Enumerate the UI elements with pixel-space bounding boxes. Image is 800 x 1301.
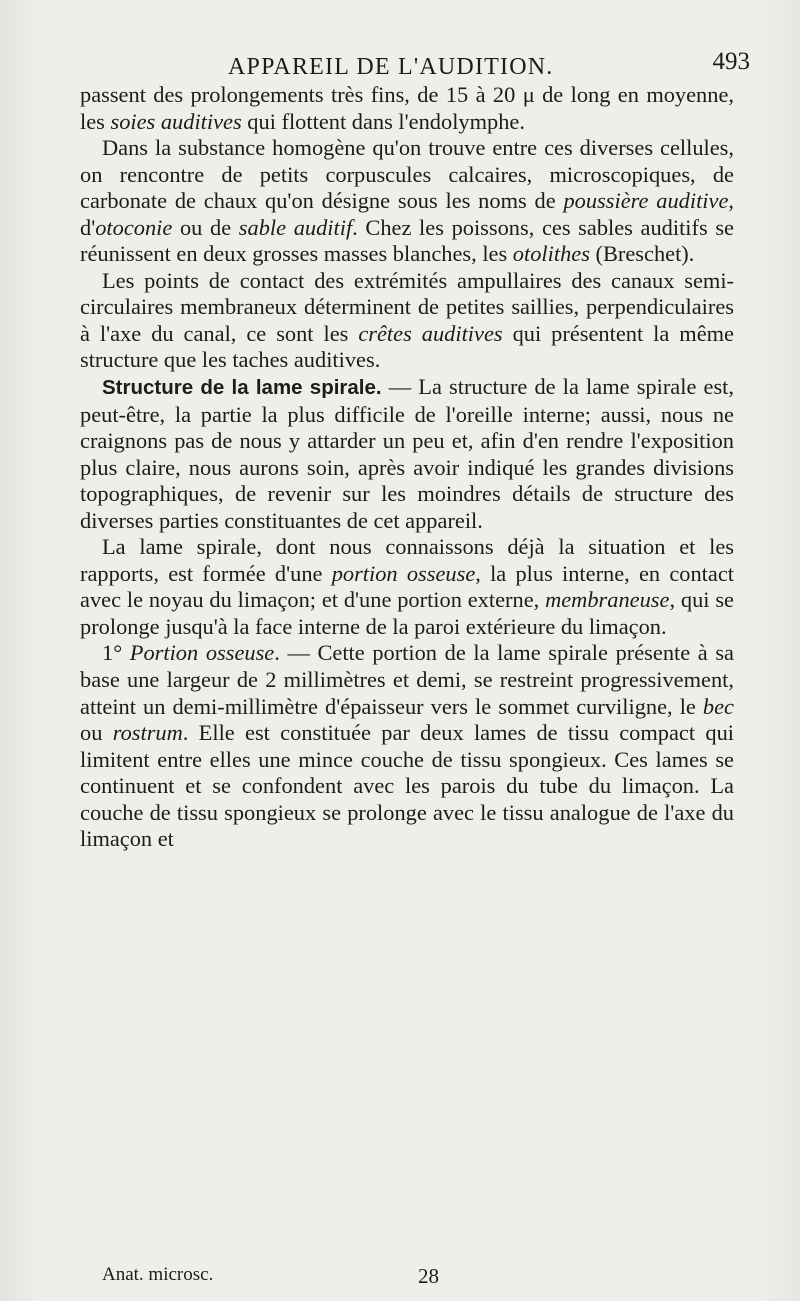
paragraph (80, 534, 734, 640)
text-run: , la plus interne, en contact avec le noyau du limaçon; et d'une portion externe, (80, 560, 734, 613)
italic-term: portion osseuse (331, 560, 476, 586)
italic-term: rostrum (112, 720, 183, 746)
italic-term: otoconie (95, 214, 173, 240)
signature-mark: 28 (418, 1264, 439, 1288)
running-head: APPAREIL DE L'AUDITION. (228, 54, 554, 80)
text-run: Dans la substance homogène qu'on trouve entre ces diverses cellules, on rencontre de petits corpuscules calcaires, microscopiques, de carbonate de chaux qu'on désigne sous les noms de (80, 135, 734, 214)
text-run: La lame spirale, dont nous connaissons déjà la situation et les rapports, est formée d'une (80, 534, 734, 586)
paragraph (80, 82, 734, 135)
paragraph (80, 640, 734, 852)
italic-term: poussière auditive (563, 188, 729, 214)
text-run: 1° (102, 640, 130, 666)
italic-term: otolithes (512, 241, 590, 267)
italic-term: soies auditives (110, 108, 242, 134)
page-number: 493 (712, 48, 750, 75)
text-run: , qui se prolonge jusqu'à la face interne de la paroi extérieure du limaçon. (80, 587, 734, 639)
text-run: . Chez les poissons, ces sables auditifs se réunissent en deux grosses masses blanches, les (80, 214, 734, 267)
footer-book-title: Anat. microsc. (102, 1264, 214, 1285)
body-text (80, 82, 734, 853)
paragraph (80, 268, 734, 374)
paragraph (80, 374, 734, 534)
text-run: ou (80, 720, 113, 746)
italic-term: sable auditif (238, 214, 353, 240)
italic-term: crêtes auditives (358, 320, 503, 346)
text-run: — La structure de la lame spirale est, peut-être, la partie la plus difficile de l'oreille interne; aussi, nous ne craignons pas de nous y attarder un peu et, afin d'en rendre l'exposition plus claire, nous aurons soin, après avoir indiqué les grandes divisions topographiques, de revenir sur les moindres détails de structure des diverses parties constituantes de cet appareil. (80, 374, 734, 533)
italic-term: bec (702, 693, 734, 719)
text-run: passent des prolongements très fins, de 15 à 20 μ de long en moyenne, les (80, 82, 734, 134)
text-run: (Breschet). (589, 241, 695, 267)
italic-term: membraneuse (545, 587, 670, 613)
text-run: ou de (172, 214, 239, 240)
page-footer (0, 1264, 800, 1294)
paragraph (80, 135, 734, 268)
italic-term: Portion osseuse (129, 640, 275, 666)
text-run: qui flottent dans l'endolymphe. (241, 108, 525, 134)
text-run: , d' (80, 188, 735, 240)
text-run: . — Cette portion de la lame spirale présente à sa base une largeur de 2 millimètres et demi, se restreint progressivement, atteint un demi-millimètre d'épaisseur vers le sommet curviligne, le (80, 640, 734, 719)
text-run: qui présentent la même structure que les taches auditives. (80, 320, 734, 373)
section-heading: Structure de la lame spirale. (102, 376, 382, 400)
text-run: . Elle est constituée par deux lames de tissu compact qui limitent entre elles une mince couche de tissu spongieux. Ces lames se continuent et se confondent avec les parois du tube du limaçon. La couche de tissu spongieux se prolonge avec le tissu analogue de l'axe du limaçon et (80, 720, 734, 852)
text-run: Les points de contact des extrémités ampullaires des canaux semi-circulaires membraneux déterminent de petites saillies, perpendiculaires à l'axe du canal, ce sont les (80, 267, 734, 346)
